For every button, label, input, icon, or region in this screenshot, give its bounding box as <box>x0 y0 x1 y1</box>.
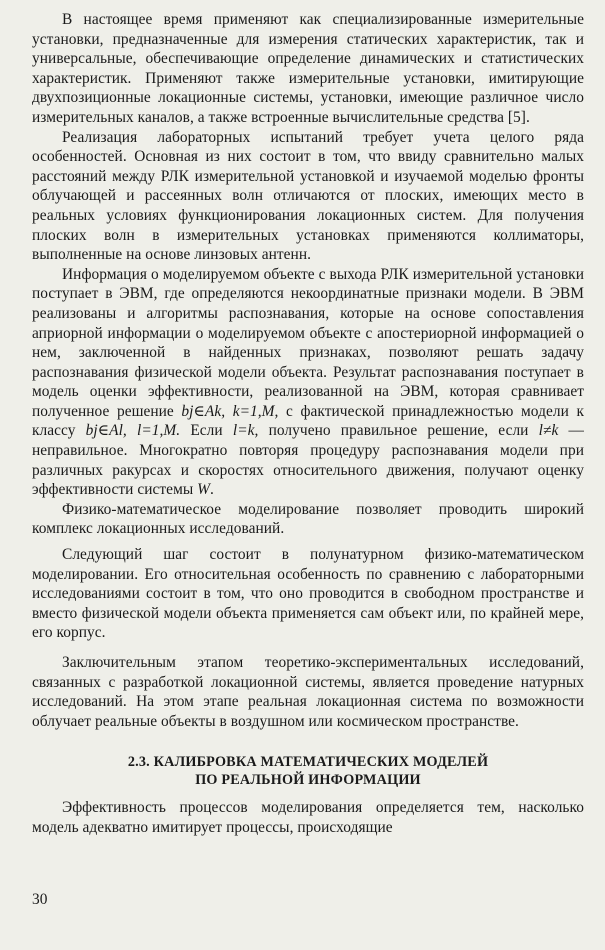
formula-bj-in-ak: bj∈Ak, k=1,M, <box>181 402 279 420</box>
paragraph-3-text-before: Информация о моделируемом объекте с выхода РЛК измерительной установки поступает в ЭВМ, где определяются некоординатные признаки модели. В ЭВМ реализованы и алгоритмы распознавания, которые на основе сопоставления априорной информации о моделируемом объекте с апостериорной информацией о нем, заключенной в найденных признаках, позволяют решать задачу распознавания физической модели объекта. Результат распознавания поступает в модель оценки эффективности, реализованной на ЭВМ, которая сравнивает полученное решение <box>32 265 584 420</box>
formula-bj-in-al: bj∈Al, l=1,M. <box>85 422 181 440</box>
paragraph-3-text-middle-1: с фактической принадлежностью модели к классу <box>32 402 584 440</box>
paragraph-3-text-after: — неправильное. Многократно повторяя процедуру распознавания модели при различных ракурсах и скоростях относительного движения, получают оценку эффективности системы <box>32 422 584 499</box>
section-heading-line-2: ПО РЕАЛЬНОЙ ИНФОРМАЦИИ <box>195 772 421 789</box>
paragraph-1: В настоящее время применяют как специализированные измерительные установки, предназначенные для измерения статических характеристик, так и универсальные, обеспечивающие определение динамических и статистических характеристик. Применяют также измерительные установки, имитирующие двухпозиционные локационные системы, установки, имеющие различное число измерительных каналов, а также встроенные вычислительные средства [5]. <box>32 11 584 126</box>
formula-w: W <box>197 481 211 499</box>
formula-l-equals-k: l=k, <box>232 422 259 440</box>
page-number: 30 <box>32 891 48 908</box>
paragraph-3-text-middle-2: Если <box>180 422 233 440</box>
paragraph-3-text-end: . <box>210 481 214 499</box>
closing-paragraph: Эффективность процессов моделирования определяется тем, насколько модель адекватно имитирует процессы, происходящие <box>32 799 584 836</box>
formula-l-not-equal-k: l≠k <box>538 422 559 440</box>
paragraph-5: Следующий шаг состоит в полунатурном физико-математическом моделировании. Его относительная особенность по сравнению с лабораторными исследованиями состоит в том, что оно проводится в свободном пространстве и вместо физической модели объекта применяется сам объект или, по крайней мере, его корпус. <box>32 546 584 642</box>
document-page <box>32 10 584 930</box>
paragraph-3-text-middle-3: получено правильное решение, если <box>258 422 539 440</box>
paragraph-3 <box>32 265 584 500</box>
paragraph-2: Реализация лабораторных испытаний требует учета целого ряда особенностей. Основная из них состоит в том, что ввиду сравнительно малых расстояний между РЛК измерительной установкой и изучаемой моделью фронты облучающей и рассеянных волн отличаются от плоских, имеющих место в реальных условиях функционирования локационных систем. Для получения плоских волн в измерительных установках применяются коллиматоры, выполненные на основе линзовых антенн. <box>32 128 584 264</box>
section-heading <box>32 753 584 789</box>
paragraph-4: Физико-математическое моделирование позволяет проводить широкий комплекс локационных исследований. <box>32 500 584 538</box>
section-heading-line-1: 2.3. КАЛИБРОВКА МАТЕМАТИЧЕСКИХ МОДЕЛЕЙ <box>127 754 489 771</box>
paragraph-6: Заключительным этапом теоретико-экспериментальных исследований, связанных с разработкой локационной системы, является проведение натурных исследований. На этом этапе реальная локационная система по возможности облучает реальные объекты в воздушном или космическом пространстве. <box>32 654 584 730</box>
